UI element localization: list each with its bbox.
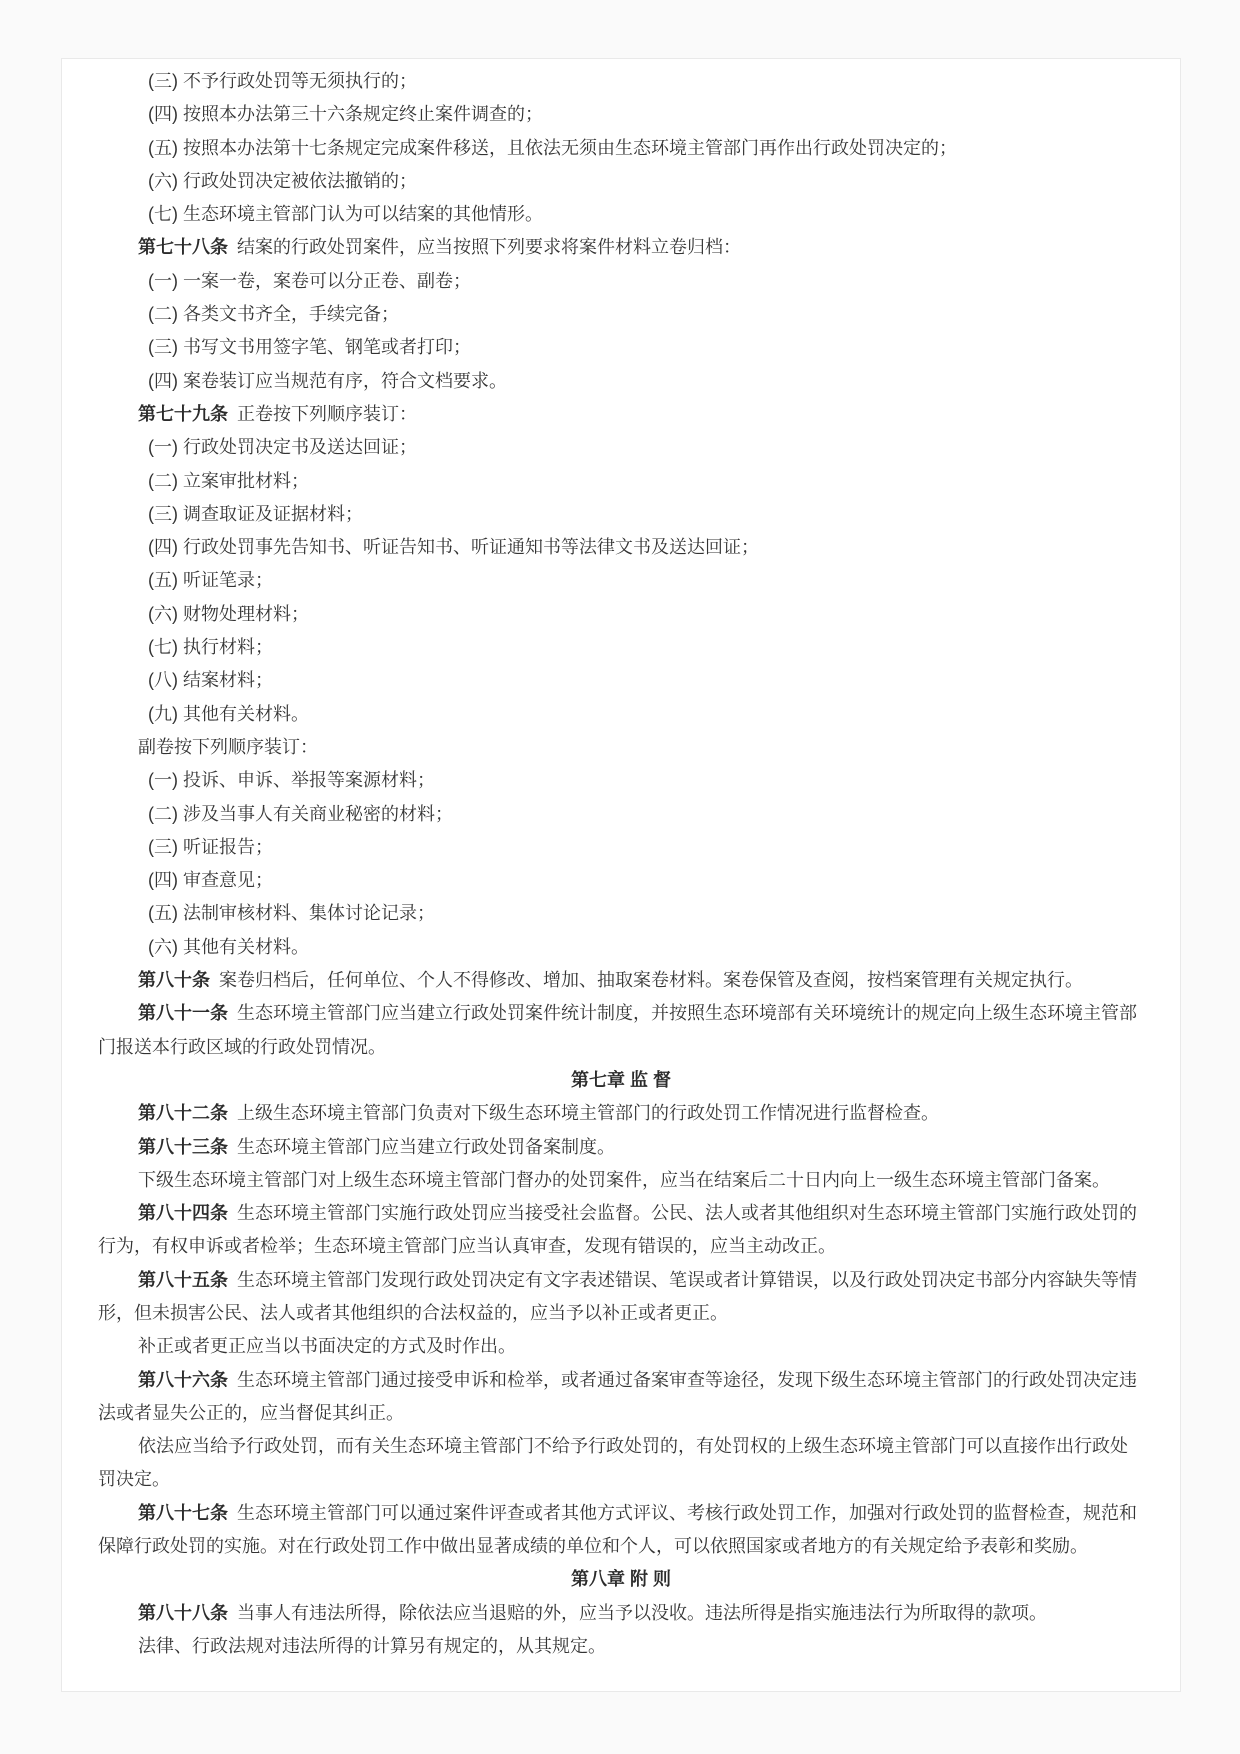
list-item: (四) 按照本办法第三十六条规定终止案件调查的； <box>148 104 543 125</box>
list-item: (二) 各类文书齐全，手续完备； <box>148 304 399 325</box>
list-item: (三) 听证报告； <box>148 836 273 857</box>
article-number: 第八十条 <box>138 970 210 991</box>
list-item: (四) 审查意见； <box>148 870 273 891</box>
list-item: (五) 听证笔录； <box>148 570 273 591</box>
article-number: 第七十九条 <box>138 403 228 424</box>
article-text: 当事人有违法所得，除依法应当退赔的外，应当予以没收。违法所得是指实施违法行为所取得的款项。 <box>237 1602 1047 1623</box>
document-body <box>98 65 1144 1663</box>
article-paragraph <box>98 1264 1144 1331</box>
list-item: (四) 案卷装订应当规范有序，符合文档要求。 <box>148 370 507 391</box>
article-text: 上级生态环境主管部门负责对下级生态环境主管部门的行政处罚工作情况进行监督检查。 <box>237 1103 939 1124</box>
article-paragraph <box>98 398 1144 431</box>
article-number: 第八十六条 <box>138 1369 228 1390</box>
article-paragraph <box>98 1497 1144 1564</box>
article-paragraph <box>98 964 1144 997</box>
list-item: (七) 生态环境主管部门认为可以结案的其他情形。 <box>148 204 543 225</box>
article-paragraph <box>98 1097 1144 1130</box>
article-paragraph <box>98 997 1144 1064</box>
list-item: (二) 涉及当事人有关商业秘密的材料； <box>148 803 453 824</box>
article-text: 生态环境主管部门通过接受申诉和检举，或者通过备案审查等途径，发现下级生态环境主管部门的行政处罚决定违法或者显失公正的，应当督促其纠正。 <box>98 1369 1137 1423</box>
list-item: (三) 书写文书用签字笔、钢笔或者打印； <box>148 337 471 358</box>
list-item: (六) 行政处罚决定被依法撤销的； <box>148 170 417 191</box>
list-item: (八) 结案材料； <box>148 670 273 691</box>
body-paragraph: 下级生态环境主管部门对上级生态环境主管部门督办的处罚案件，应当在结案后二十日内向上一级生态环境主管部门备案。 <box>138 1169 1110 1190</box>
list-item: (一) 行政处罚决定书及送达回证； <box>148 437 417 458</box>
list-item: (五) 法制审核材料、集体讨论记录； <box>148 903 435 924</box>
article-text: 正卷按下列顺序装订： <box>237 403 417 424</box>
article-text: 结案的行政处罚案件，应当按照下列要求将案件材料立卷归档： <box>237 237 741 258</box>
document-page <box>61 58 1181 1692</box>
list-item: (二) 立案审批材料； <box>148 470 309 491</box>
article-text: 生态环境主管部门应当建立行政处罚案件统计制度，并按照生态环境部有关环境统计的规定向上级生态环境主管部门报送本行政区域的行政处罚情况。 <box>98 1003 1137 1057</box>
list-item: (一) 投诉、申诉、举报等案源材料； <box>148 770 435 791</box>
article-text: 生态环境主管部门发现行政处罚决定有文字表述错误、笔误或者计算错误，以及行政处罚决定书部分内容缺失等情形，但未损害公民、法人或者其他组织的合法权益的，应当予以补正或者更正。 <box>98 1269 1137 1323</box>
article-paragraph <box>98 1597 1144 1630</box>
article-paragraph <box>98 1364 1144 1431</box>
article-number: 第八十二条 <box>138 1103 228 1124</box>
list-item: (五) 按照本办法第十七条规定完成案件移送，且依法无须由生态环境主管部门再作出行政处罚决定的； <box>148 137 957 158</box>
body-paragraph: 补正或者更正应当以书面决定的方式及时作出。 <box>138 1336 516 1357</box>
list-item: (九) 其他有关材料。 <box>148 703 309 724</box>
article-text: 生态环境主管部门应当建立行政处罚备案制度。 <box>237 1136 615 1157</box>
chapter-heading: 第八章 附 则 <box>570 1569 671 1590</box>
article-text: 案卷归档后，任何单位、个人不得修改、增加、抽取案卷材料。案卷保管及查阅，按档案管理有关规定执行。 <box>219 970 1083 991</box>
list-item: (三) 不予行政处罚等无须执行的； <box>148 71 417 91</box>
article-number: 第七十八条 <box>138 237 228 258</box>
body-paragraph: 副卷按下列顺序装订： <box>138 736 318 757</box>
list-item: (七) 执行材料； <box>148 637 273 658</box>
list-item: (一) 一案一卷，案卷可以分正卷、副卷； <box>148 270 471 291</box>
list-item: (四) 行政处罚事先告知书、听证告知书、听证通知书等法律文书及送达回证； <box>148 537 759 558</box>
body-paragraph: 依法应当给予行政处罚，而有关生态环境主管部门不给予行政处罚的，有处罚权的上级生态环境主管部门可以直接作出行政处罚决定。 <box>98 1436 1128 1490</box>
article-number: 第八十四条 <box>138 1203 228 1224</box>
body-paragraph: 法律、行政法规对违法所得的计算另有规定的，从其规定。 <box>138 1635 606 1656</box>
article-text: 生态环境主管部门实施行政处罚应当接受社会监督。公民、法人或者其他组织对生态环境主管部门实施行政处罚的行为，有权申诉或者检举；生态环境主管部门应当认真审查，发现有错误的，应当主动改正。 <box>98 1203 1137 1257</box>
article-paragraph <box>98 1131 1144 1164</box>
list-item: (六) 其他有关材料。 <box>148 936 309 957</box>
article-number: 第八十一条 <box>138 1003 228 1024</box>
chapter-heading: 第七章 监 督 <box>570 1069 671 1090</box>
article-number: 第八十五条 <box>138 1269 228 1290</box>
article-text: 生态环境主管部门可以通过案件评查或者其他方式评议、考核行政处罚工作，加强对行政处罚的监督检查，规范和保障行政处罚的实施。对在行政处罚工作中做出显著成绩的单位和个人，可以依照国家或者地方的有关规定给予表彰和奖励。 <box>98 1502 1137 1557</box>
article-number: 第八十七条 <box>138 1502 228 1523</box>
list-item: (六) 财物处理材料； <box>148 603 309 624</box>
article-paragraph <box>98 231 1144 264</box>
article-number: 第八十三条 <box>138 1136 228 1157</box>
list-item: (三) 调查取证及证据材料； <box>148 503 363 524</box>
article-number: 第八十八条 <box>138 1602 228 1623</box>
article-paragraph <box>98 1197 1144 1264</box>
